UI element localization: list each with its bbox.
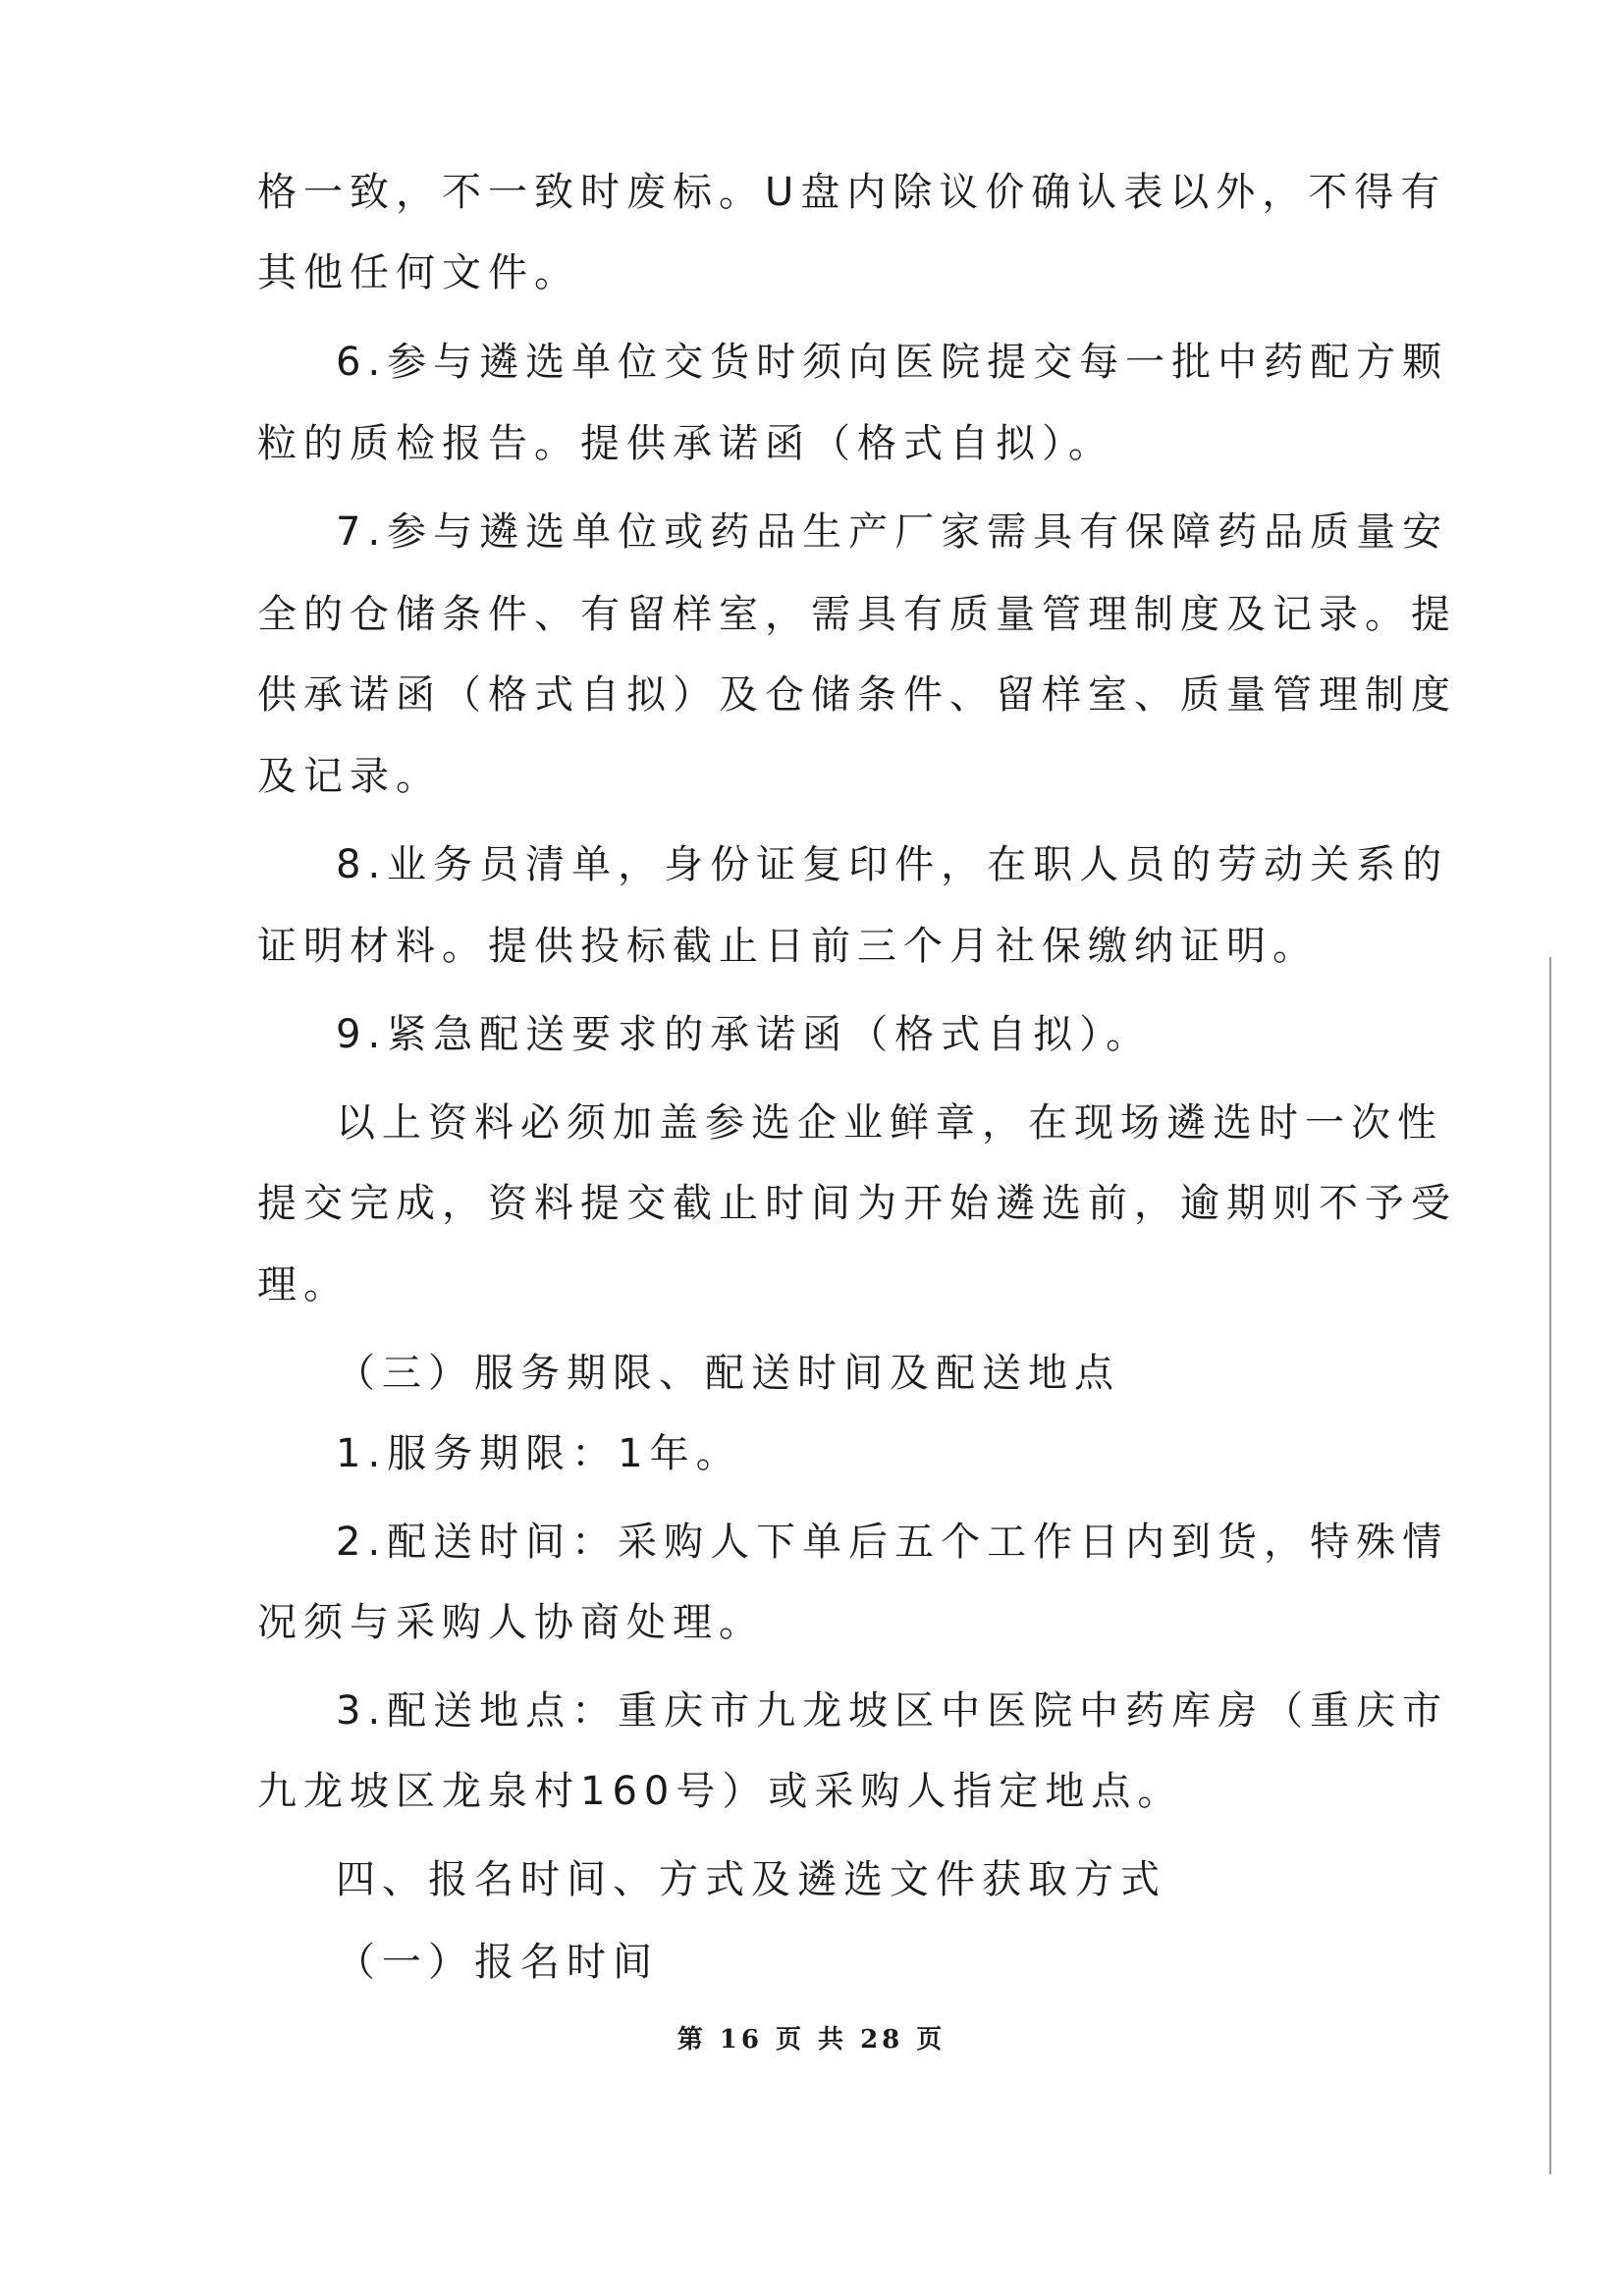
text-line: 全的仓储条件、有留样室，需具有质量管理制度及记录。提 (257, 592, 1457, 637)
text-line: 3.配送地点：重庆市九龙坡区中医院中药库房（重庆市 (336, 1688, 1449, 1734)
text-line: 证明材料。提供投标截止日前三个月社保缴纳证明。 (257, 924, 1319, 969)
text-line: 九龙坡区龙泉村160号）或采购人指定地点。 (257, 1769, 1184, 1814)
text-line: （一）报名时间 (336, 1940, 659, 1985)
text-line: 2.配送时间：采购人下单后五个工作日内到货，特殊情 (336, 1520, 1449, 1565)
text-line: 9.紧急配送要求的承诺函（格式自拟）。 (336, 1012, 1153, 1057)
text-line: 况须与采购人协商处理。 (257, 1600, 765, 1645)
text-line: 7.参与遴选单位或药品生产厂家需具有保障药品质量安 (336, 509, 1449, 555)
scan-edge-line (1549, 957, 1551, 2174)
text-line: 1.服务期限：1年。 (336, 1431, 742, 1476)
text-line: 其他任何文件。 (257, 250, 580, 295)
text-line: （三）服务期限、配送时间及配送地点 (336, 1351, 1120, 1396)
text-line: 供承诺函（格式自拟）及仓储条件、留样室、质量管理制度 (257, 672, 1457, 718)
text-line: 及记录。 (257, 754, 442, 799)
text-line: 以上资料必须加盖参选企业鲜章，在现场遴选时一次性 (336, 1100, 1443, 1146)
text-line: 8.业务员清单，身份证复印件，在职人员的劳动关系的 (336, 842, 1449, 887)
text-line: 格一致，不一致时废标。U盘内除议价确认表以外，不得有 (257, 170, 1447, 215)
text-line: 四、报名时间、方式及遴选文件获取方式 (336, 1857, 1166, 1902)
page-footer: 第 16 页 共 28 页 (676, 2025, 947, 2055)
text-line: 6.参与遴选单位交货时须向医院提交每一批中药配方颗 (336, 340, 1449, 385)
text-line: 提交完成，资料提交截止时间为开始遴选前，逾期则不予受 (257, 1181, 1457, 1226)
text-line: 粒的质检报告。提供承诺函（格式自拟）。 (257, 421, 1114, 466)
text-line: 理。 (257, 1262, 350, 1308)
